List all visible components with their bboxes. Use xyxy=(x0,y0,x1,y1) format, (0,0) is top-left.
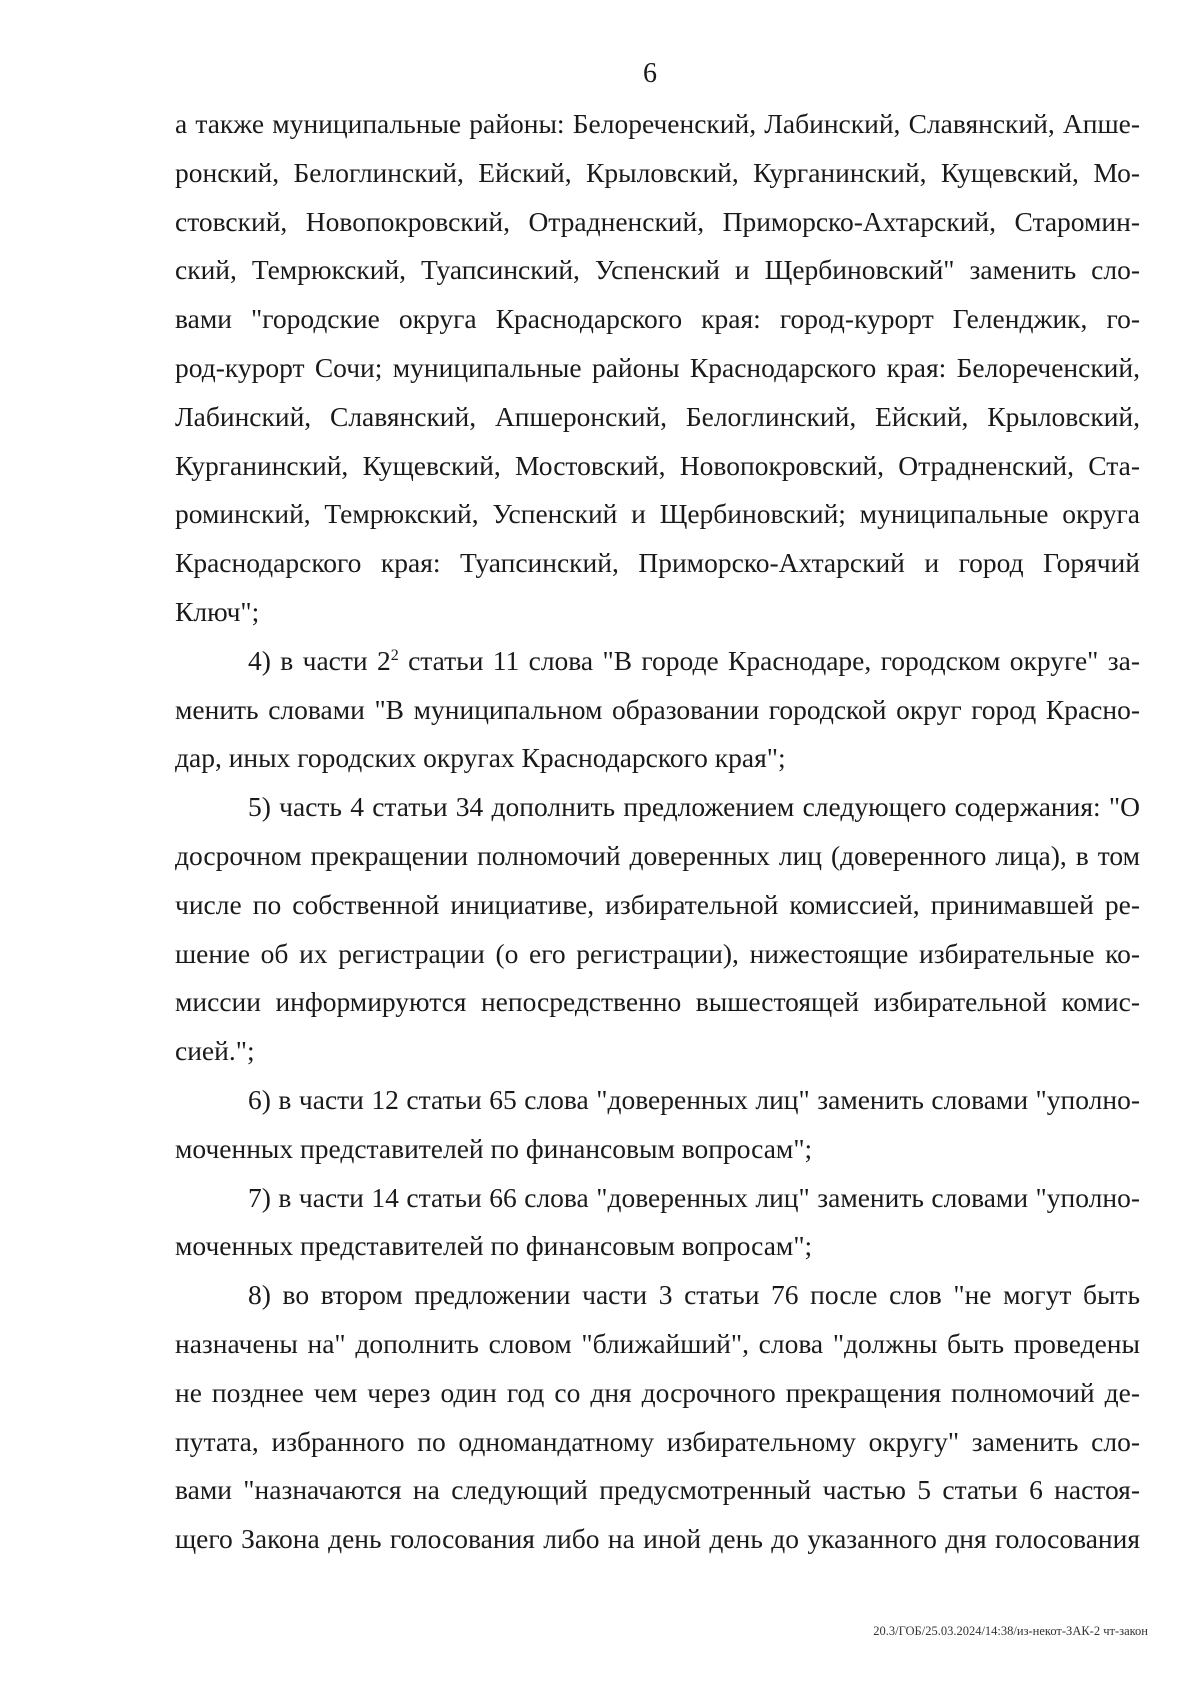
text-line-content: менить словами "В муниципальном образовании городской округ город Красно- xyxy=(175,693,1140,725)
text-line-content: Курганинский, Кущевский, Мостовский, Новопокровский, Отрадненский, Ста- xyxy=(175,449,1140,481)
text-line-content: роминский, Темрюкский, Успенский и Щербиновский; муниципальные округа xyxy=(175,498,1140,530)
text-line xyxy=(175,641,1140,690)
text-line xyxy=(175,202,1140,251)
text-line xyxy=(175,397,1140,446)
text-line xyxy=(175,299,1140,348)
text-line xyxy=(175,1373,1140,1422)
text-line xyxy=(175,104,1140,153)
text-line-content: моченных представителей по финансовым вопросам"; xyxy=(175,1132,813,1164)
text-line xyxy=(175,1422,1140,1471)
text-line-content: ронский, Белоглинский, Ейский, Крыловский, Курганинский, Кущевский, Мо- xyxy=(175,156,1140,188)
text-line-content: миссии информируются непосредственно вышестоящей избирательной комис- xyxy=(175,986,1140,1018)
text-line xyxy=(175,348,1140,397)
text-line xyxy=(175,787,1140,836)
text-line-content: вами "назначаются на следующий предусмотренный частью 5 статьи 6 настоя- xyxy=(175,1474,1140,1506)
text-line-content: вами "городские округа Краснодарского края: город-курорт Геленджик, го- xyxy=(175,303,1140,335)
text-line-content: досрочном прекращении полномочий доверенных лиц (доверенного лица), в том xyxy=(175,839,1140,871)
text-line-content: Ключ"; xyxy=(175,595,260,627)
text-line xyxy=(175,1324,1140,1373)
text-line xyxy=(175,153,1140,202)
text-line-content: числе по собственной инициативе, избирательной комиссией, принимавшей ре- xyxy=(175,888,1140,920)
text-line xyxy=(175,1470,1140,1519)
text-line-content: дар, иных городских округах Краснодарского края"; xyxy=(175,742,786,774)
text-line xyxy=(175,982,1140,1031)
text-line xyxy=(175,250,1140,299)
text-line xyxy=(175,1080,1140,1129)
text-line xyxy=(175,543,1140,592)
text-line-content: 8) во втором предложении части 3 статьи 76 после слов "не могут быть xyxy=(248,1279,1140,1311)
text-line xyxy=(175,836,1140,885)
superscript: 2 xyxy=(390,646,399,664)
text-line xyxy=(175,592,1140,641)
text-line-content: ский, Темрюкский, Туапсинский, Успенский и Щербиновский" заменить сло- xyxy=(175,254,1140,286)
text-line xyxy=(175,494,1140,543)
document-footer-code: 20.3/ГОБ/25.03.2024/14:38/из-некот-ЗАК-2 чт-закон xyxy=(873,1624,1148,1638)
text-line xyxy=(175,690,1140,739)
document-body xyxy=(175,104,1140,1568)
text-line-content: не позднее чем через один год со дня досрочного прекращения полномочий де- xyxy=(175,1376,1140,1408)
text-line xyxy=(175,1031,1140,1080)
text-line-content: моченных представителей по финансовым вопросам"; xyxy=(175,1230,813,1262)
text-line xyxy=(175,1129,1140,1178)
text-line-content: щего Закона день голосования либо на иной день до указанного дня голосования xyxy=(175,1523,1140,1555)
text-line xyxy=(175,934,1140,983)
text-line-continuation: статьи 11 слова "В городе Краснодаре, городском округе" за- xyxy=(398,644,1140,676)
text-line xyxy=(175,1275,1140,1324)
text-line xyxy=(175,1178,1140,1227)
text-line-content: путата, избранного по одномандатному избирательному округу" заменить сло- xyxy=(175,1425,1140,1457)
text-line-content: род-курорт Сочи; муниципальные районы Краснодарского края: Белореченский, xyxy=(175,351,1140,383)
text-line-content: назначены на" дополнить словом "ближайший", слова "должны быть проведены xyxy=(175,1327,1140,1359)
text-line-content: сией."; xyxy=(175,1035,255,1067)
text-line-content: стовский, Новопокровский, Отрадненский, Приморско-Ахтарский, Старомин- xyxy=(175,205,1140,237)
text-line xyxy=(175,446,1140,495)
text-line-content: Краснодарского края: Туапсинский, Приморско-Ахтарский и город Горячий xyxy=(175,547,1140,579)
text-line-content: 6) в части 12 статьи 65 слова "доверенных лиц" заменить словами "уполно- xyxy=(248,1083,1140,1115)
text-line xyxy=(175,885,1140,934)
text-line-content: шение об их регистрации (о его регистрации), нижестоящие избирательные ко- xyxy=(175,937,1140,969)
text-line-content: 7) в части 14 статьи 66 слова "доверенных лиц" заменить словами "уполно- xyxy=(248,1181,1140,1213)
text-line-content: Лабинский, Славянский, Апшеронский, Белоглинский, Ейский, Крыловский, xyxy=(175,400,1140,432)
page-number: 6 xyxy=(643,58,657,89)
text-line-content: 5) часть 4 статьи 34 дополнить предложением следующего содержания: "О xyxy=(248,791,1140,823)
text-line xyxy=(175,1519,1140,1568)
text-line-content: а также муниципальные районы: Белореченский, Лабинский, Славянский, Апше- xyxy=(175,108,1140,139)
text-line xyxy=(175,738,1140,787)
text-line-content: 4) в части 2 xyxy=(248,644,391,676)
text-line xyxy=(175,1226,1140,1275)
